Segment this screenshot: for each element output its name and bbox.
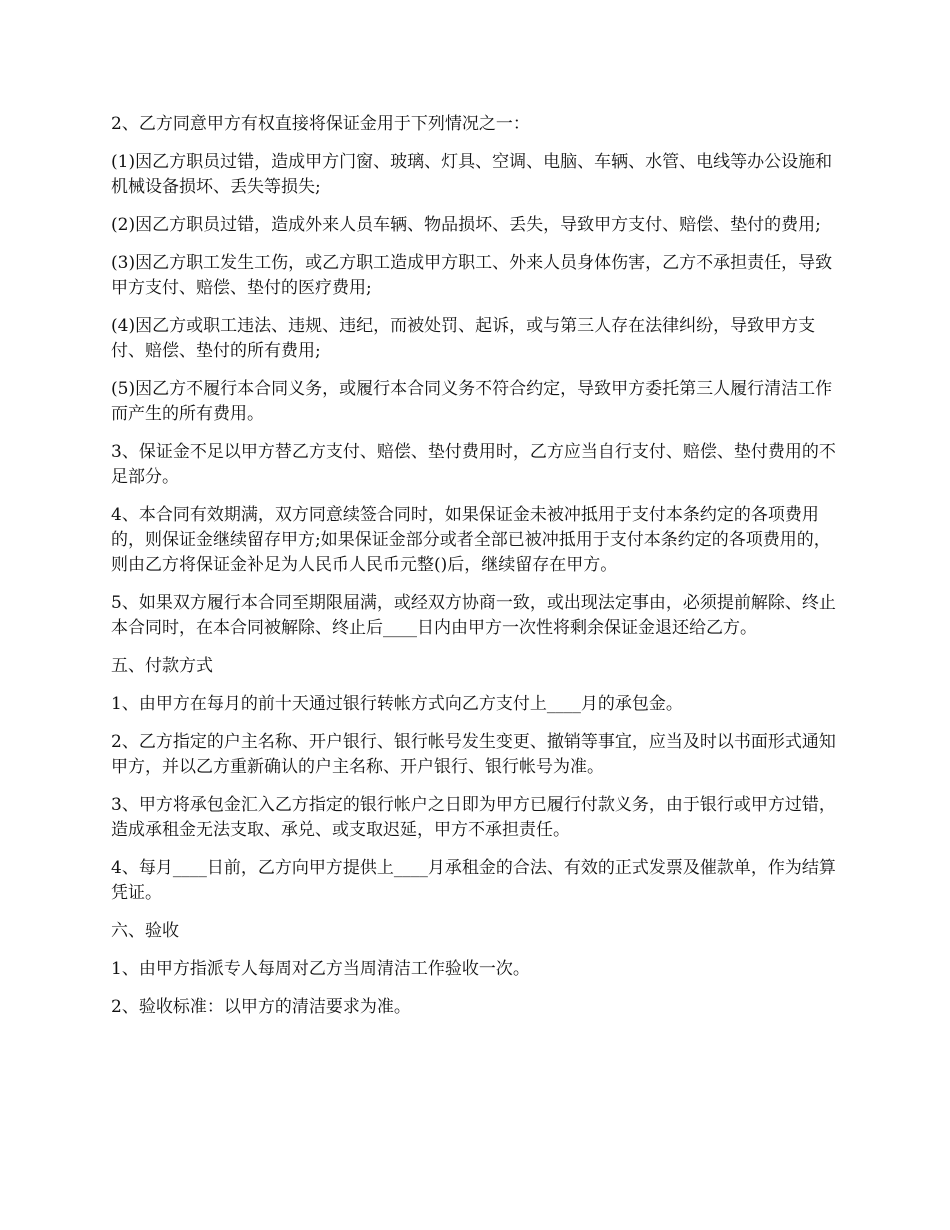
clause-3-deposit-shortfall: 3、保证金不足以甲方替乙方支付、赔偿、垫付费用时，乙方应当自行支付、赔偿、垫付费用的不足部分。 [111,442,836,487]
payment-clause-4: 4、每月____日前，乙方向甲方提供上____月承租金的合法、有效的正式发票及催款单，作为结算凭证。 [111,858,836,903]
payment-clause-1: 1、由甲方在每月的前十天通过银行转帐方式向乙方支付上____月的承包金。 [111,694,683,714]
acceptance-clause-2: 2、验收标准：以甲方的清洁要求为准。 [111,997,411,1017]
item-2-visitor-property-damage: (2)因乙方职员过错，造成外来人员车辆、物品损坏、丢失，导致甲方支付、赔偿、垫付的费用; [111,215,821,235]
item-4-legal-disputes: (4)因乙方或职工违法、违规、违纪，而被处罚、起诉，或与第三人存在法律纠纷，导致甲方支付、赔偿、垫付的所有费用; [111,316,816,361]
document-body [111,112,841,1033]
item-5-contract-nonperformance: (5)因乙方不履行本合同义务，或履行本合同义务不符合约定，导致甲方委托第三人履行清洁工作而产生的所有费用。 [111,379,833,424]
clause-4-renewal-deposit: 4、本合同有效期满，双方同意续签合同时，如果保证金未被冲抵用于支付本条约定的各项费用的，则保证金继续留存甲方;如果保证金部分或者全部已被冲抵用于支付本条约定的各项费用的，则由乙方将保证金补足为人民币人民币元整()后，继续留存在甲方。 [111,505,831,575]
section-heading-payment: 五、付款方式 [111,656,213,676]
item-1-facility-damage: (1)因乙方职员过错，造成甲方门窗、玻璃、灯具、空调、电脑、车辆、水管、电线等办公设施和机械设备损坏、丢失等损失; [111,152,833,197]
clause-5-deposit-refund: 5、如果双方履行本合同至期限届满，或经双方协商一致，或出现法定事由，必须提前解除、终止本合同时，在本合同被解除、终止后____日内由甲方一次性将剩余保证金退还给乙方。 [111,593,836,638]
section-heading-acceptance: 六、验收 [111,921,179,941]
payment-clause-2: 2、乙方指定的户主名称、开户银行、银行帐号发生变更、撤销等事宜，应当及时以书面形式通知甲方，并以乙方重新确认的户主名称、开户银行、银行帐号为准。 [111,732,836,777]
acceptance-clause-1: 1、由甲方指派专人每周对乙方当周清洁工作验收一次。 [111,959,530,979]
payment-clause-3: 3、甲方将承包金汇入乙方指定的银行帐户之日即为甲方已履行付款义务，由于银行或甲方过错，造成承租金无法支取、承兑、或支取迟延，甲方不承担责任。 [111,795,836,840]
clause-2-deposit-usage: 2、乙方同意甲方有权直接将保证金用于下列情况之一： [111,114,530,134]
item-3-work-injury: (3)因乙方职工发生工伤，或乙方职工造成甲方职工、外来人员身体伤害，乙方不承担责任，导致甲方支付、赔偿、垫付的医疗费用; [111,253,833,298]
